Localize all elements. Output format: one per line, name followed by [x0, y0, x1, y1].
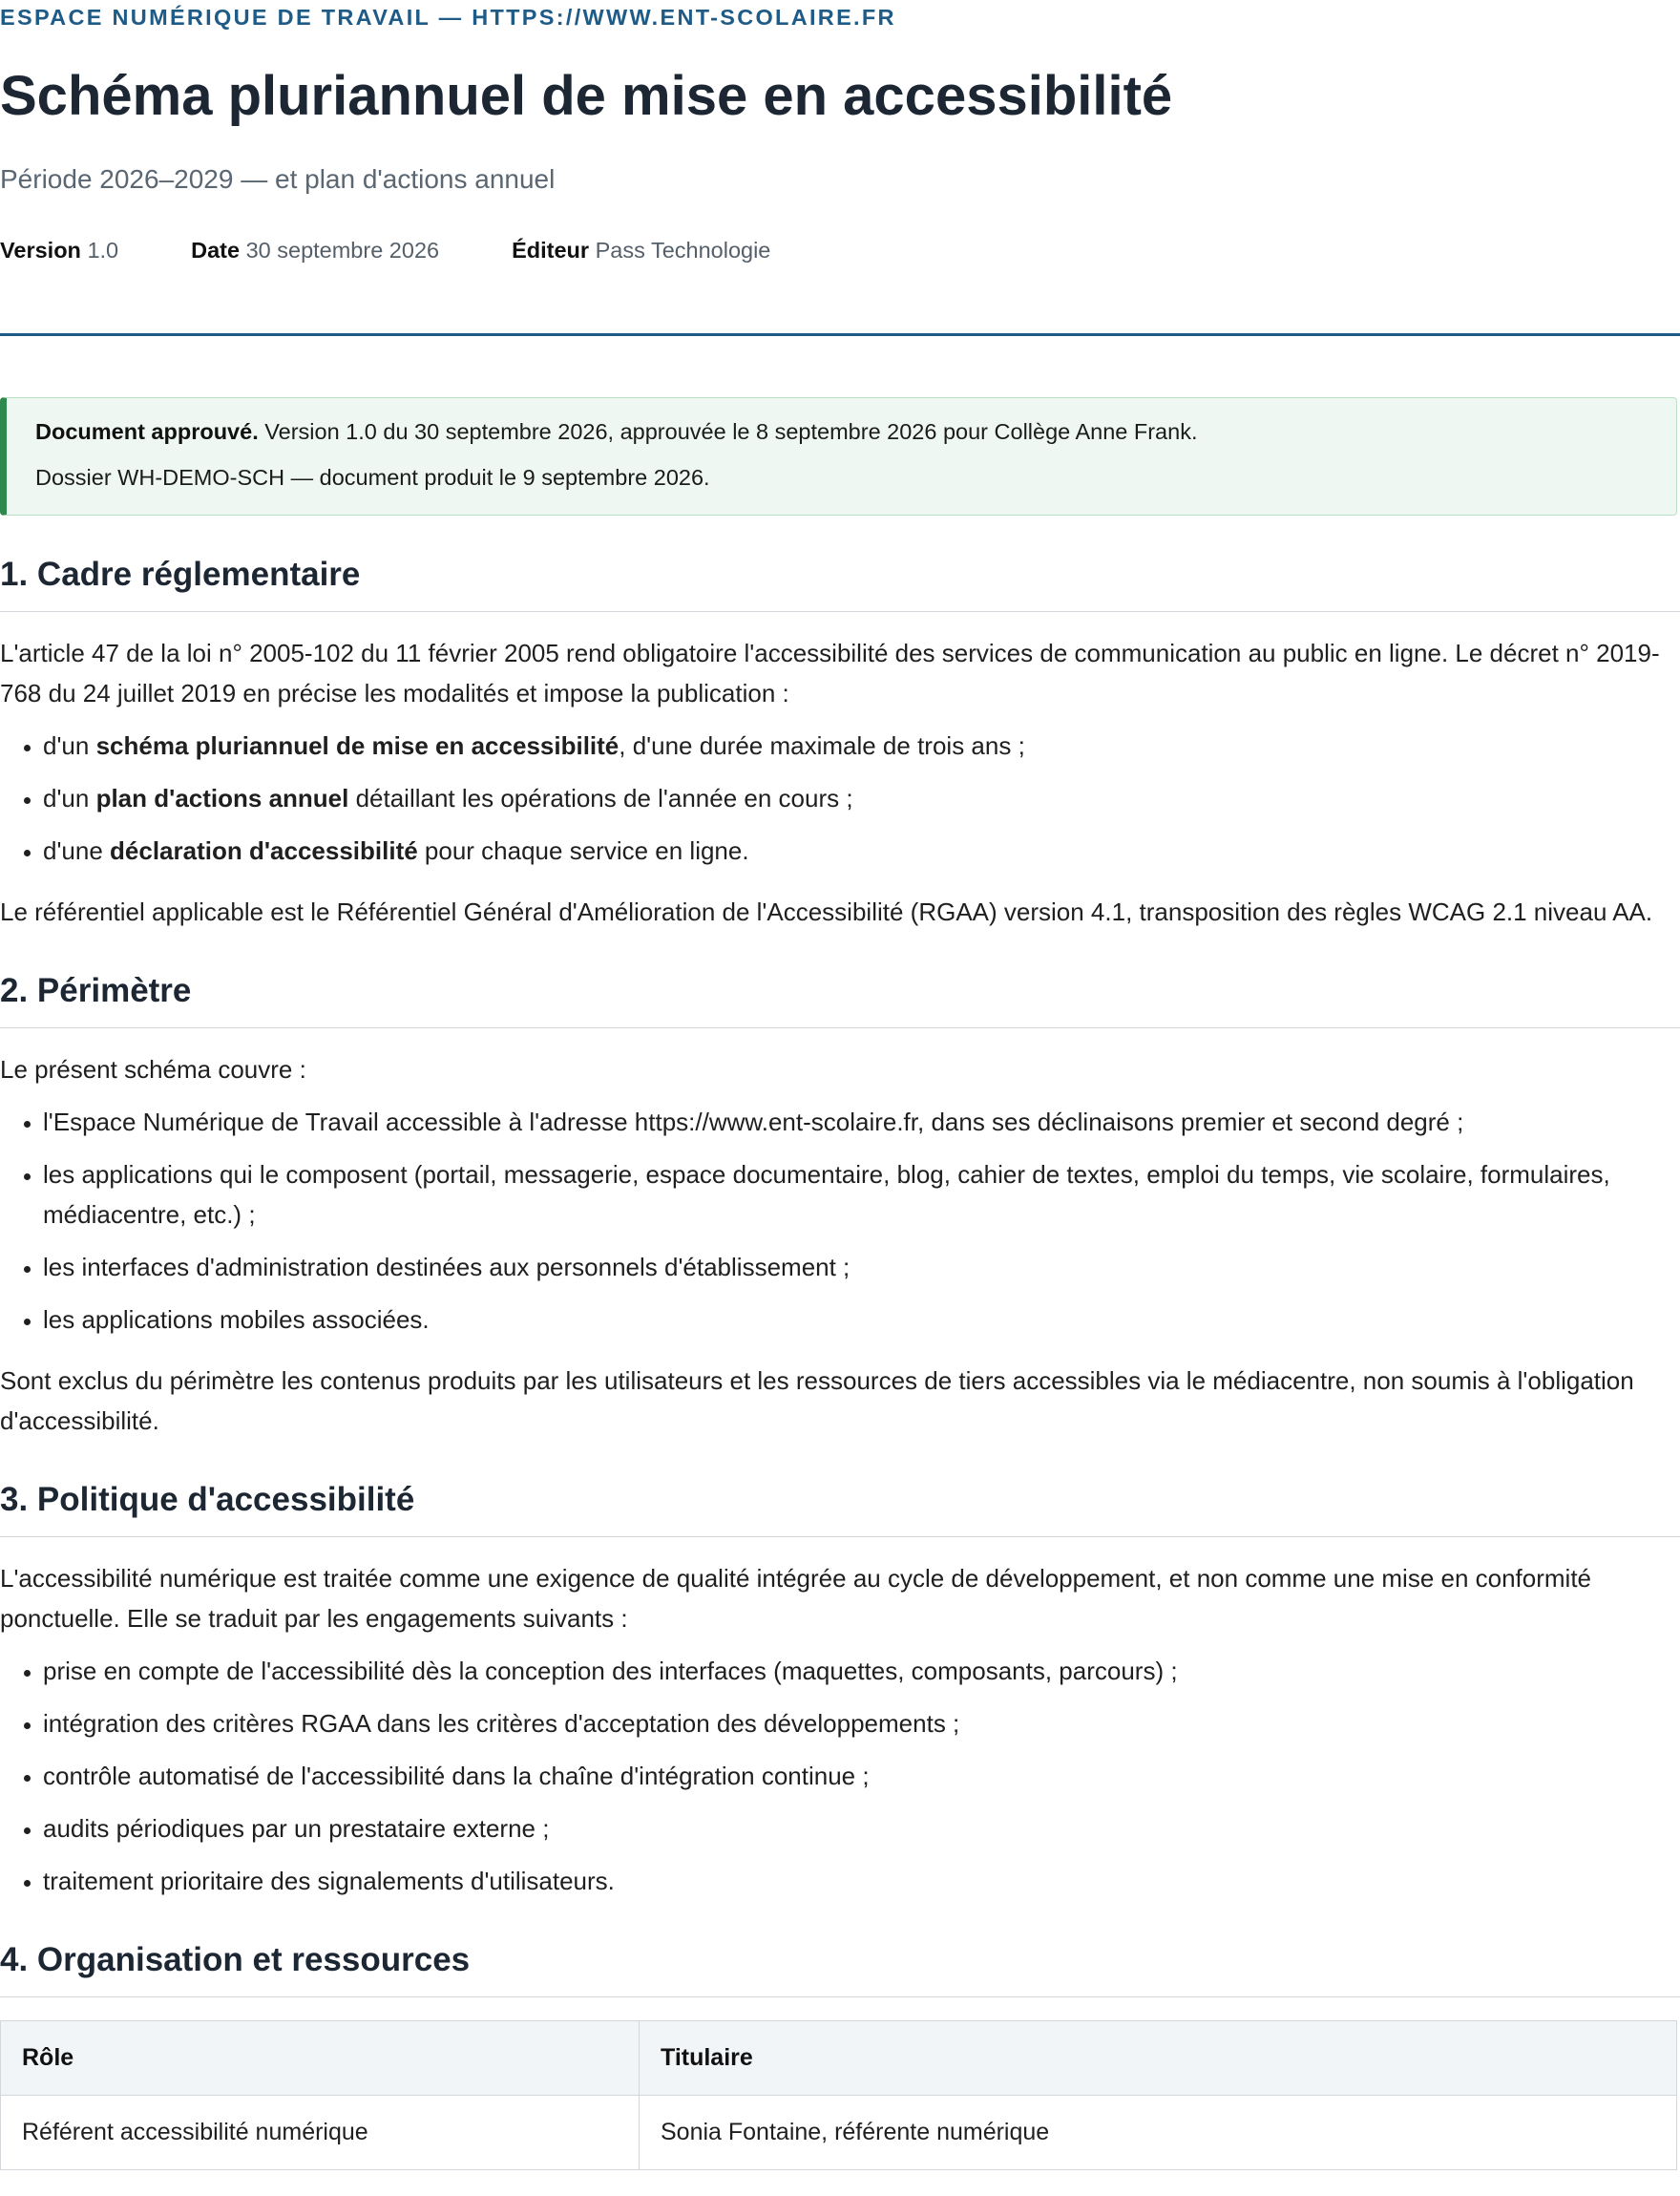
list-item-strong: plan d'actions annuel: [95, 784, 349, 813]
meta-key: Version: [0, 238, 81, 263]
meta-editor: [512, 237, 770, 264]
meta-key: Éditeur: [512, 238, 590, 263]
column-header-role: Rôle: [1, 2021, 640, 2096]
list-item-text: , d'une durée maximale de trois ans ;: [619, 731, 1025, 760]
list-item: [43, 778, 1680, 818]
paragraph: Le référentiel applicable est le Référentiel Général d'Amélioration de l'Accessibilité (RGAA) version 4.1, transposition des règles WCAG 2.1 niveau AA.: [0, 897, 1653, 926]
table-cell: Sonia Fontaine, référente numérique: [640, 2096, 1677, 2170]
alert-text: Version 1.0 du 30 septembre 2026, approuvée le 8 septembre 2026 pour Collège Anne Frank.: [258, 419, 1198, 444]
section-politique: [0, 1481, 1680, 1901]
list-item-text: détaillant les opérations de l'année en cours ;: [348, 784, 853, 813]
alert-line: [35, 417, 1648, 446]
list-item: • contrôle automatisé de l'accessibilité dans la chaîne d'intégration continue ;: [43, 1756, 1680, 1796]
header-divider: [0, 333, 1680, 336]
section-heading: 3. Politique d'accessibilité: [0, 1481, 1680, 1537]
document-meta: [0, 237, 1680, 264]
paragraph: L'accessibilité numérique est traitée comme une exigence de qualité intégrée au cycle de développement, et non comme une mise en conformité ponctuelle. Elle se traduit par les engagements suivants :: [0, 1564, 1592, 1633]
list-item-strong: schéma pluriannuel de mise en accessibilité: [95, 731, 620, 760]
document-header: [0, 0, 1680, 336]
meta-value: 1.0: [87, 238, 119, 263]
site-eyebrow: ESPACE NUMÉRIQUE DE TRAVAIL — HTTPS://WWW.ENT-SCOLAIRE.FR: [0, 5, 896, 30]
list-item: [43, 726, 1680, 766]
section-perimetre: [0, 972, 1680, 1441]
paragraph: L'article 47 de la loi n° 2005-102 du 11 février 2005 rend obligatoire l'accessibilité des services de communication au public en ligne. Le décret n° 2019-768 du 24 juillet 2019 en précise les modalités et impose la publication :: [0, 639, 1660, 707]
paragraph: Sont exclus du périmètre les contenus produits par les utilisateurs et les ressources de tiers accessibles via le médiacentre, non soumis à l'obligation d'accessibilité.: [0, 1366, 1634, 1435]
list-item-text: pour chaque service en ligne.: [417, 836, 749, 865]
bullet-list: [0, 726, 1680, 871]
section-heading: 2. Périmètre: [0, 972, 1680, 1028]
table-header-row: [1, 2021, 1677, 2096]
list-item-text: d'un: [43, 784, 96, 813]
meta-key: Date: [191, 238, 241, 263]
list-item: • les applications mobiles associées.: [43, 1299, 1680, 1340]
meta-value: 30 septembre 2026: [245, 238, 440, 263]
bullet-list: [0, 1651, 1680, 1901]
list-item-text: d'un: [43, 731, 96, 760]
meta-date: [191, 237, 439, 264]
meta-version: [0, 237, 118, 264]
list-item: • l'Espace Numérique de Travail accessible à l'adresse https://www.ent-scolaire.fr, dans ses déclinaisons premier et second degré ;: [43, 1102, 1680, 1142]
roles-table: [0, 2020, 1677, 2170]
approval-alert: [0, 397, 1677, 516]
section-heading: 4. Organisation et ressources: [0, 1941, 1680, 1997]
list-item: • intégration des critères RGAA dans les critères d'acceptation des développements ;: [43, 1703, 1680, 1743]
table-cell: Référent accessibilité numérique: [1, 2096, 640, 2170]
list-item: • audits périodiques par un prestataire externe ;: [43, 1808, 1680, 1848]
paragraph: Le présent schéma couvre :: [0, 1055, 306, 1084]
column-header-holder: Titulaire: [640, 2021, 1677, 2096]
alert-strong: Document approuvé.: [35, 419, 259, 444]
list-item: [43, 831, 1680, 871]
table-row: [1, 2096, 1677, 2170]
list-item-text: d'une: [43, 836, 111, 865]
page-subtitle: Période 2026–2029 — et plan d'actions annuel: [0, 164, 556, 194]
list-item: • les applications qui le composent (portail, messagerie, espace documentaire, blog, cahier de textes, emploi du temps, vie scolaire, formulaires, médiacentre, etc.) ;: [43, 1154, 1680, 1235]
alert-dossier-line: Dossier WH-DEMO-SCH — document produit le 9 septembre 2026.: [35, 465, 710, 490]
list-item-strong: déclaration d'accessibilité: [110, 836, 418, 865]
list-item: • prise en compte de l'accessibilité dès la conception des interfaces (maquettes, composants, parcours) ;: [43, 1651, 1680, 1691]
section-heading: 1. Cadre réglementaire: [0, 556, 1680, 612]
section-organisation: [0, 1941, 1680, 2170]
list-item: • les interfaces d'administration destinées aux personnels d'établissement ;: [43, 1247, 1680, 1287]
bullet-list: [0, 1102, 1680, 1340]
list-item: • traitement prioritaire des signalements d'utilisateurs.: [43, 1861, 1680, 1901]
page-title: Schéma pluriannuel de mise en accessibilité: [0, 65, 1173, 127]
section-cadre: [0, 556, 1680, 932]
meta-value: Pass Technologie: [595, 238, 771, 263]
